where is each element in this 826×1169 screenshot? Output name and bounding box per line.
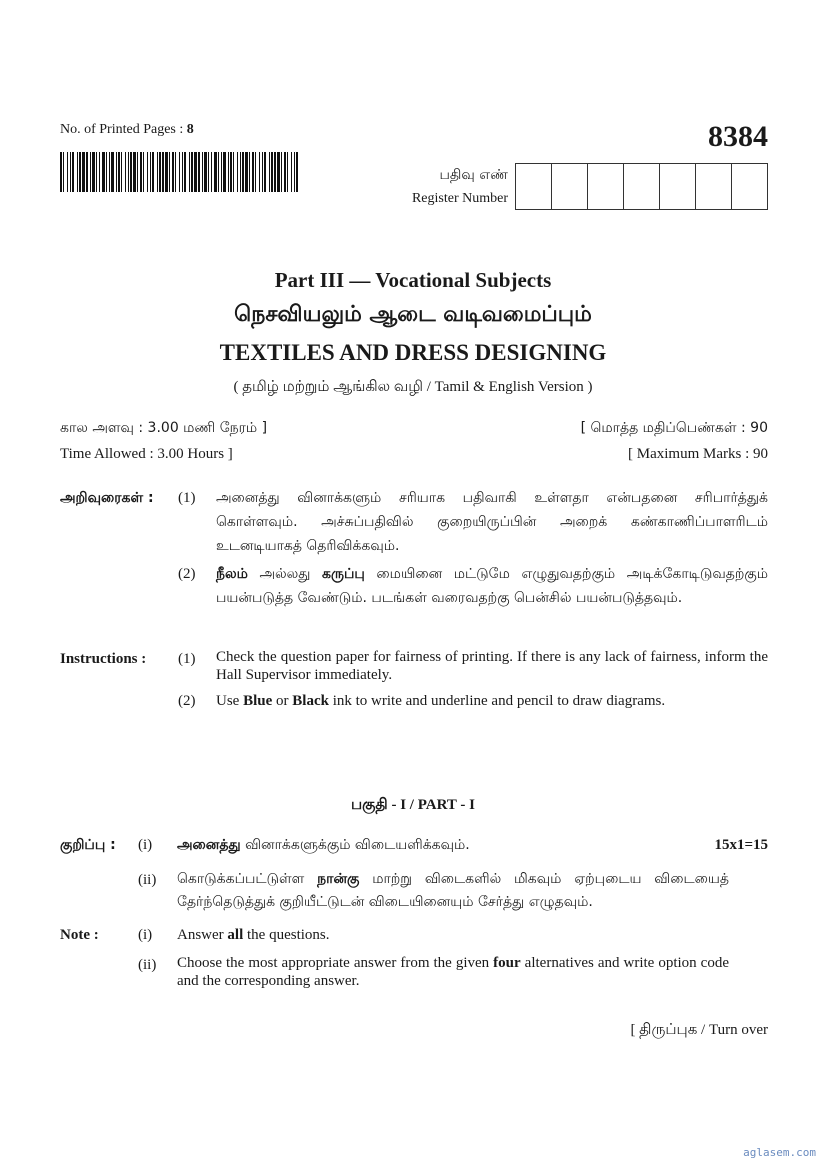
register-box <box>587 164 623 209</box>
barcode-bar <box>262 152 263 192</box>
note-english-2-bold: four <box>493 955 521 971</box>
barcode-bar <box>152 152 154 192</box>
barcode-bar <box>214 152 217 192</box>
instructions-tamil-label: அறிவுரைகள் : <box>60 490 154 506</box>
barcode-bar <box>121 152 122 192</box>
barcode-bar <box>237 152 238 192</box>
note-english-1 <box>177 924 330 947</box>
barcode-bar <box>77 152 78 192</box>
barcode-bar <box>150 152 151 192</box>
watermark: aglasem.com <box>743 1146 816 1159</box>
barcode-bar <box>284 152 286 192</box>
note-tamil-1-rest: வினாக்களுக்கும் விடையளிக்கவும். <box>240 837 470 853</box>
instruction-english-2-pre: Use <box>216 693 244 709</box>
marks-tamil: [ மொத்த மதிப்பெண்கள் : 90 <box>580 420 768 436</box>
barcode-bar <box>72 152 74 192</box>
barcode-bar <box>86 152 88 192</box>
register-box <box>695 164 731 209</box>
note-tamil-2-post: மாற்று விடைகளில் மிகவும் ஏற்புடைய விடையைத் தேர்ந்தெடுத்துக் குறியீட்டுடன் விடையினையும் சேர்த்து எழுதவும். <box>177 871 729 910</box>
instruction-english-num: (1) <box>178 651 196 667</box>
note-tamil-num: (ii) <box>138 872 157 888</box>
barcode-bar <box>202 152 203 192</box>
note-english-num: (ii) <box>138 957 157 973</box>
barcode-bar <box>109 152 110 192</box>
barcode-bar <box>125 152 126 192</box>
instruction-tamil-1: அனைத்து வினாக்களும் சரியாக பதிவாகி உள்ளதா என்பதனை சரிபார்த்துக் கொள்ளவும். அச்சுப்பதிவில் குறையிருப்பின் அறைக் கண்காணிப்பாளரிடம் உடனடியாகத் தெரிவிக்கவும். <box>216 490 768 554</box>
note-english-num: (i) <box>138 927 153 943</box>
register-box <box>623 164 659 209</box>
note-english-2-pre: Choose the most appropriate answer from the given <box>177 955 494 971</box>
black-word-tamil: கருப்பு <box>322 566 365 582</box>
subject-title-tamil: நெசவியலும் ஆடை வடிவமைப்பும் <box>234 302 592 327</box>
register-box <box>731 164 767 209</box>
barcode-bar <box>194 152 197 192</box>
printed-pages-value: 8 <box>186 122 194 137</box>
barcode-bar <box>296 152 298 192</box>
barcode-bar <box>281 152 282 192</box>
register-box <box>516 164 551 209</box>
instruction-english-1: Check the question paper for fairness of printing. If there is any lack of fairness, inform the Hall Supervisor immediately. <box>216 649 768 683</box>
note-tamil-1-bold: அனைத்து <box>177 837 241 853</box>
barcode-bar <box>198 152 200 192</box>
barcode-bar <box>140 152 142 192</box>
time-tamil: கால அளவு : 3.00 மணி நேரம் ] <box>60 420 268 436</box>
barcode-bar <box>208 152 209 192</box>
barcode-bar <box>67 152 68 192</box>
barcode-bar <box>130 152 132 192</box>
marks-allocation: 15x1=15 <box>714 837 768 853</box>
instruction-tamil-2 <box>216 562 768 610</box>
barcode-bar <box>230 152 232 192</box>
barcode-bar <box>242 152 244 192</box>
barcode-bar <box>63 152 64 192</box>
barcode-bar <box>111 152 114 192</box>
barcode-bar <box>274 152 276 192</box>
note-english-label: Note : <box>60 927 99 943</box>
note-english-2-post: alternatives and write option code and the corresponding answer. <box>177 955 729 989</box>
barcode-bar <box>102 152 105 192</box>
barcode-bar <box>143 152 144 192</box>
note-english-2 <box>177 954 729 990</box>
barcode-bar <box>252 152 254 192</box>
barcode-bar <box>162 152 164 192</box>
printed-pages-label: No. of Printed Pages : <box>60 122 184 137</box>
barcode-bar <box>175 152 176 192</box>
barcode-bar <box>118 152 120 192</box>
barcode-bar <box>211 152 212 192</box>
barcode-bar <box>128 152 129 192</box>
blue-word-tamil: நீலம் <box>216 566 248 582</box>
barcode-bar <box>240 152 241 192</box>
note-tamil-num: (i) <box>138 837 153 853</box>
barcode-bar <box>204 152 207 192</box>
note-tamil-2 <box>177 868 729 914</box>
part-one-heading: பகுதி - I / PART - I <box>351 797 475 813</box>
barcode-bar <box>249 152 250 192</box>
barcode-bar <box>277 152 280 192</box>
barcode-bar <box>269 152 270 192</box>
time-marks-tamil <box>60 420 768 438</box>
barcode-bar <box>223 152 226 192</box>
register-label-tamil: பதிவு எண் <box>439 167 508 183</box>
instructions-english-label: Instructions : <box>60 651 147 667</box>
barcode-bar <box>221 152 222 192</box>
instruction-tamil-num: (2) <box>178 566 196 582</box>
barcode-bar <box>99 152 100 192</box>
barcode-bar <box>184 152 186 192</box>
question-code: 8384 <box>708 120 768 153</box>
barcode-bar <box>264 152 266 192</box>
barcode-bar <box>165 152 168 192</box>
instruction-tamil-2-mid: அல்லது <box>247 566 323 582</box>
part-title: Part III — Vocational Subjects <box>274 268 552 292</box>
barcode-bar <box>169 152 170 192</box>
note-tamil-1 <box>177 834 470 857</box>
register-box <box>659 164 695 209</box>
barcode-bar <box>189 152 190 192</box>
time-english: Time Allowed : 3.00 Hours ] <box>60 446 233 462</box>
barcode-bar <box>233 152 234 192</box>
instruction-tamil-num: (1) <box>178 490 196 506</box>
barcode-bar <box>291 152 292 192</box>
barcode-bar <box>96 152 97 192</box>
blue-word: Blue <box>243 693 273 709</box>
barcode-bar <box>79 152 81 192</box>
barcode-bar <box>147 152 148 192</box>
barcode-bar <box>106 152 107 192</box>
barcode-bar <box>294 152 295 192</box>
printed-pages <box>60 122 194 138</box>
barcode-bar <box>157 152 158 192</box>
turn-over: [ திருப்புக / Turn over <box>630 1022 768 1038</box>
barcode-bar <box>116 152 117 192</box>
barcode-bar <box>287 152 288 192</box>
instruction-english-num: (2) <box>178 693 196 709</box>
barcode-bar <box>179 152 180 192</box>
barcode-bar <box>60 152 62 192</box>
barcode-bar <box>172 152 174 192</box>
subject-title-english: TEXTILES AND DRESS DESIGNING <box>219 340 607 365</box>
note-english-1-bold: all <box>227 927 244 943</box>
black-word: Black <box>292 693 329 709</box>
note-english-1-post: the questions. <box>243 927 330 943</box>
barcode <box>60 152 298 192</box>
barcode-bar <box>259 152 260 192</box>
register-label-english: Register Number <box>411 191 508 206</box>
version-note: ( தமிழ் மற்றும் ஆங்கில வழி / Tamil & English Version ) <box>233 379 593 395</box>
note-tamil-2-pre: கொடுக்கப்பட்டுள்ள <box>177 871 318 887</box>
note-tamil-label: குறிப்பு : <box>60 837 116 853</box>
barcode-bar <box>191 152 193 192</box>
instruction-tamil-2-rest: மையினை மட்டுமே எழுதுவதற்கும் அடிக்கோடிடுவதற்கும் பயன்படுத்த வேண்டும். படங்கள் வரைவதற்கு பென்சில் பயன்படுத்தவும். <box>216 566 768 606</box>
instruction-english-2 <box>216 690 768 713</box>
barcode-bar <box>92 152 95 192</box>
barcode-bar <box>271 152 273 192</box>
time-marks-english <box>60 446 768 463</box>
instruction-english-2-mid: or <box>272 693 293 709</box>
barcode-bar <box>228 152 229 192</box>
barcode-bar <box>159 152 161 192</box>
marks-english: [ Maximum Marks : 90 <box>628 446 768 462</box>
barcode-bar <box>245 152 248 192</box>
note-english-1-pre: Answer <box>177 927 228 943</box>
instruction-english-2-post: ink to write and underline and pencil to draw diagrams. <box>328 693 666 709</box>
barcode-bar <box>182 152 183 192</box>
register-labels <box>412 163 508 211</box>
barcode-bar <box>70 152 71 192</box>
barcode-bar <box>82 152 85 192</box>
register-number-boxes <box>515 163 768 210</box>
barcode-bar <box>255 152 256 192</box>
barcode-bar <box>133 152 136 192</box>
register-box <box>551 164 587 209</box>
barcode-bar <box>137 152 138 192</box>
barcode-bar <box>218 152 219 192</box>
note-tamil-2-bold: நான்கு <box>317 871 360 887</box>
barcode-bar <box>90 152 91 192</box>
